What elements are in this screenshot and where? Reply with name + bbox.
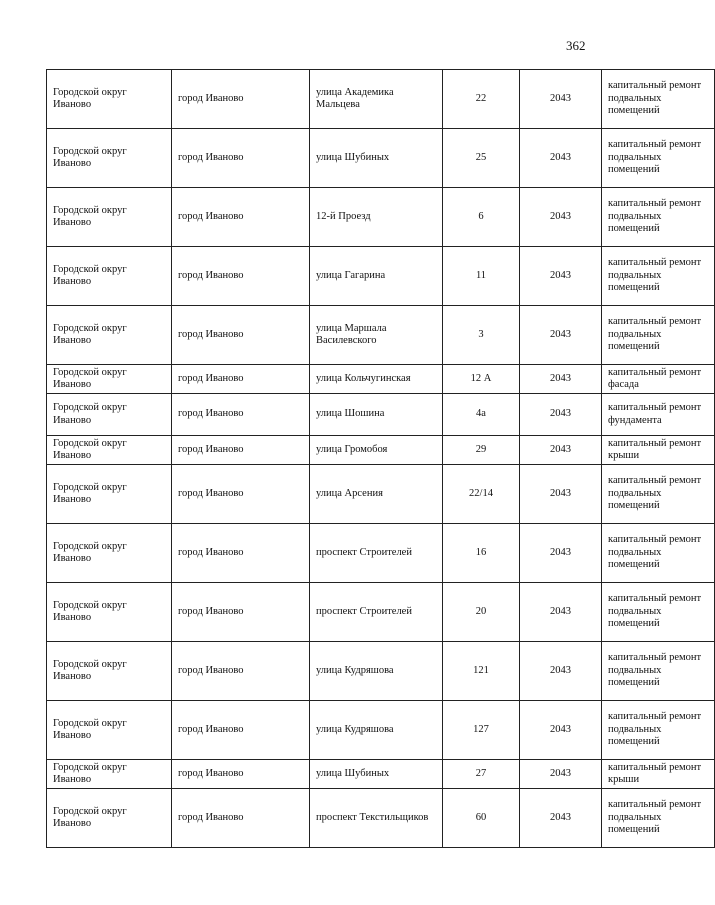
okrug-cell: Городской округ Иваново (47, 306, 172, 365)
street-cell: улица Кудряшова (310, 642, 443, 701)
city-cell: город Иваново (172, 247, 310, 306)
table-row (47, 465, 715, 524)
table-row (47, 642, 715, 701)
okrug-cell: Городской округ Иваново (47, 129, 172, 188)
table-row (47, 188, 715, 247)
work-type-cell: капитальный ремонт подвальных помещений (602, 188, 715, 247)
city-cell: город Иваново (172, 70, 310, 129)
year-cell: 2043 (520, 70, 602, 129)
city-cell: город Иваново (172, 436, 310, 465)
street-cell: проспект Строителей (310, 524, 443, 583)
work-type-cell: капитальный ремонт подвальных помещений (602, 789, 715, 848)
table-row (47, 70, 715, 129)
okrug-cell: Городской округ Иваново (47, 247, 172, 306)
year-cell: 2043 (520, 365, 602, 394)
street-cell: улица Гагарина (310, 247, 443, 306)
street-cell: проспект Текстильщиков (310, 789, 443, 848)
okrug-cell: Городской округ Иваново (47, 436, 172, 465)
year-cell: 2043 (520, 188, 602, 247)
city-cell: город Иваново (172, 129, 310, 188)
house-number-cell: 127 (443, 701, 520, 760)
city-cell: город Иваново (172, 306, 310, 365)
house-number-cell: 25 (443, 129, 520, 188)
street-cell: улица Шубиных (310, 129, 443, 188)
year-cell: 2043 (520, 583, 602, 642)
okrug-cell: Городской округ Иваново (47, 524, 172, 583)
work-type-cell: капитальный ремонт подвальных помещений (602, 701, 715, 760)
year-cell: 2043 (520, 642, 602, 701)
street-cell: улица Шошина (310, 394, 443, 436)
house-number-cell: 20 (443, 583, 520, 642)
okrug-cell: Городской округ Иваново (47, 789, 172, 848)
table-row (47, 789, 715, 848)
year-cell: 2043 (520, 701, 602, 760)
okrug-cell: Городской округ Иваново (47, 365, 172, 394)
repair-schedule-table (46, 69, 715, 848)
city-cell: город Иваново (172, 394, 310, 436)
year-cell: 2043 (520, 760, 602, 789)
house-number-cell: 6 (443, 188, 520, 247)
okrug-cell: Городской округ Иваново (47, 701, 172, 760)
house-number-cell: 29 (443, 436, 520, 465)
table-row (47, 247, 715, 306)
work-type-cell: капитальный ремонт крыши (602, 436, 715, 465)
year-cell: 2043 (520, 306, 602, 365)
table-row (47, 436, 715, 465)
city-cell: город Иваново (172, 583, 310, 642)
table-row (47, 701, 715, 760)
year-cell: 2043 (520, 465, 602, 524)
street-cell: улица Кудряшова (310, 701, 443, 760)
city-cell: город Иваново (172, 760, 310, 789)
city-cell: город Иваново (172, 188, 310, 247)
okrug-cell: Городской округ Иваново (47, 465, 172, 524)
city-cell: город Иваново (172, 642, 310, 701)
table-row (47, 306, 715, 365)
work-type-cell: капитальный ремонт подвальных помещений (602, 583, 715, 642)
house-number-cell: 11 (443, 247, 520, 306)
work-type-cell: капитальный ремонт подвальных помещений (602, 129, 715, 188)
year-cell: 2043 (520, 436, 602, 465)
table-row (47, 524, 715, 583)
work-type-cell: капитальный ремонт подвальных помещений (602, 642, 715, 701)
street-cell: улица Громобоя (310, 436, 443, 465)
year-cell: 2043 (520, 247, 602, 306)
work-type-cell: капитальный ремонт фундамента (602, 394, 715, 436)
street-cell: улица Кольчугинская (310, 365, 443, 394)
work-type-cell: капитальный ремонт подвальных помещений (602, 524, 715, 583)
okrug-cell: Городской округ Иваново (47, 394, 172, 436)
city-cell: город Иваново (172, 365, 310, 394)
house-number-cell: 4а (443, 394, 520, 436)
okrug-cell: Городской округ Иваново (47, 642, 172, 701)
street-cell: улица Академика Мальцева (310, 70, 443, 129)
city-cell: город Иваново (172, 789, 310, 848)
table-row (47, 365, 715, 394)
table-row (47, 394, 715, 436)
work-type-cell: капитальный ремонт подвальных помещений (602, 306, 715, 365)
house-number-cell: 27 (443, 760, 520, 789)
work-type-cell: капитальный ремонт фасада (602, 365, 715, 394)
street-cell: проспект Строителей (310, 583, 443, 642)
work-type-cell: капитальный ремонт подвальных помещений (602, 247, 715, 306)
house-number-cell: 22/14 (443, 465, 520, 524)
work-type-cell: капитальный ремонт подвальных помещений (602, 465, 715, 524)
street-cell: улица Шубиных (310, 760, 443, 789)
city-cell: город Иваново (172, 524, 310, 583)
year-cell: 2043 (520, 394, 602, 436)
year-cell: 2043 (520, 524, 602, 583)
work-type-cell: капитальный ремонт крыши (602, 760, 715, 789)
okrug-cell: Городской округ Иваново (47, 188, 172, 247)
house-number-cell: 22 (443, 70, 520, 129)
year-cell: 2043 (520, 129, 602, 188)
work-type-cell: капитальный ремонт подвальных помещений (602, 70, 715, 129)
house-number-cell: 121 (443, 642, 520, 701)
table-row (47, 583, 715, 642)
house-number-cell: 12 А (443, 365, 520, 394)
okrug-cell: Городской округ Иваново (47, 583, 172, 642)
street-cell: 12-й Проезд (310, 188, 443, 247)
house-number-cell: 3 (443, 306, 520, 365)
city-cell: город Иваново (172, 465, 310, 524)
okrug-cell: Городской округ Иваново (47, 70, 172, 129)
year-cell: 2043 (520, 789, 602, 848)
city-cell: город Иваново (172, 701, 310, 760)
house-number-cell: 60 (443, 789, 520, 848)
house-number-cell: 16 (443, 524, 520, 583)
page-number: 362 (566, 38, 586, 53)
street-cell: улица Маршала Василевского (310, 306, 443, 365)
okrug-cell: Городской округ Иваново (47, 760, 172, 789)
street-cell: улица Арсения (310, 465, 443, 524)
table-row (47, 129, 715, 188)
table-row (47, 760, 715, 789)
